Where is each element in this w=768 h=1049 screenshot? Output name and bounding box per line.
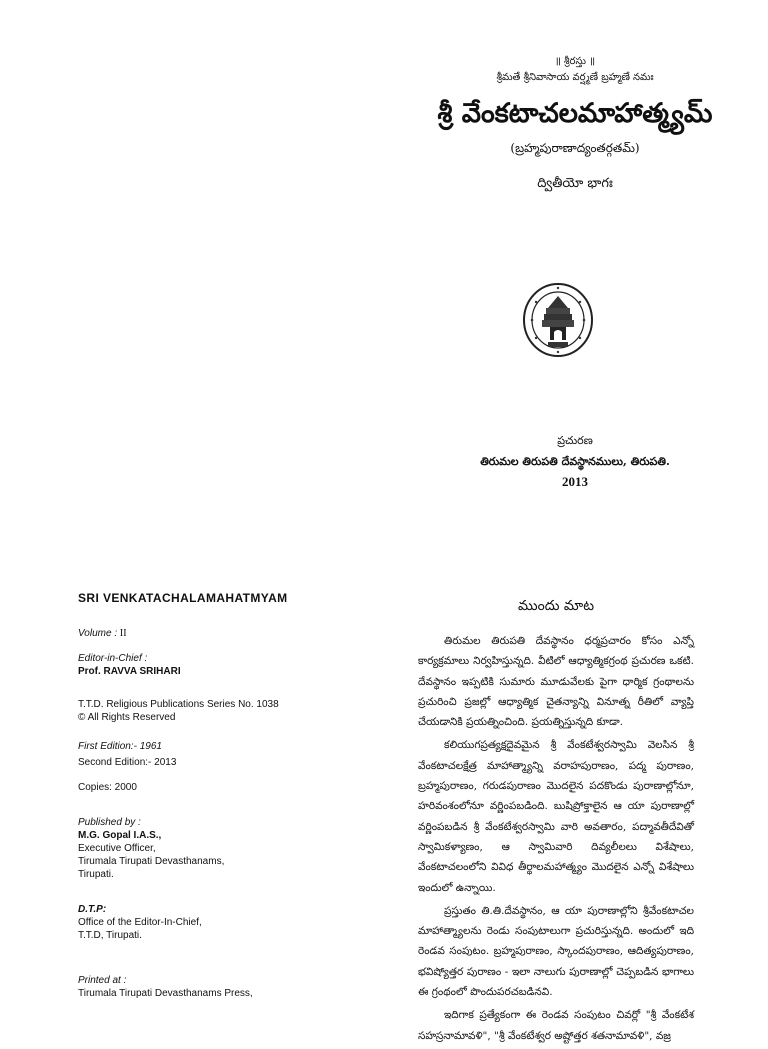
dtp-org: Office of the Editor-In-Chief, [78,917,202,928]
dtp-label: D.T.P: [78,904,107,915]
rights-line: © All Rights Reserved [78,712,176,723]
first-edition-label: First [78,741,98,752]
preface-title: ముందు మాట [517,598,595,614]
volume-line [78,627,378,640]
volume-value: II [119,628,127,639]
published-by-label: Published by : [78,817,141,828]
credits-column [78,592,378,1000]
printed-at-label: Printed at : [78,975,127,986]
book-title-english: SRI VENKATACHALAMAHATMYAM [78,591,288,605]
editor-label: Editor-in-Chief : [78,653,148,664]
title-block [400,55,750,194]
publication-label: ప్రచురణ [557,434,593,447]
second-edition-line: Second Edition:- 2013 [78,757,177,768]
publisher-city: Tirupati. [78,869,114,880]
publisher-org: Tirumala Tirupati Devasthanams, [78,856,225,867]
publisher-block [400,433,750,491]
preface-paragraph: ఇదిగాక ప్రత్యేకంగా ఈ రెండవ సంపుటం చివర్లో "శ్రీ వేంకటేశ సహస్రనామావళి", "శ్రీ వేంకటేశ్వర అష్టోత్తర శతనామావళి", వజ్ర [418,1009,694,1042]
ttd-emblem-icon [520,282,596,362]
volume-part: ద్వితీయో భాగః [537,176,613,191]
first-edition-value: Edition:- 1961 [100,741,162,752]
publisher-org-telugu: తిరుమల తిరుపతి దేవస్థానములు, తిరుపతి. [480,455,670,468]
publication-year: 2013 [562,474,588,489]
book-subtitle: (బ్రహ్మపురాణాద్యంతర్గతమ్) [510,141,640,155]
preface-paragraph: కలియుగప్రత్యక్షదైవమైన శ్రీ వేంకటేశ్వరస్వామి వెలసిన శ్రీ వేంకటాచలక్షేత్ర మాహాత్మ్యాన్ని వరాహపురాణం, పద్మ పురాణం, బ్రహ్మపురాణం, గరుడపురాణం మొదలైన పదకొండు పురాణాల్లోనూ, హరివంశంలోనూ వర్ణింపబడింది. బుషిప్రోక్తాలైన ఆ యా పురాణాల్లో వర్ణింపబడిన శ్రీ వేంకటేశ్వరస్వామి వారి అవతారం, పద్మావతీదేవితో స్వామికళ్యాణం, ఆ స్వామివారి దివ్యలీలలు విశేషాలు, వేంకటాచలంలోని వివిధ తీర్థాలమహాత్మ్యం మొదలైన ఎన్నో విశేషాలు ఇందులో ఉన్నాయి. [418,739,694,894]
preface-paragraph: తిరుమల తిరుపతి దేవస్థానం ధర్మప్రచారం కోసం ఎన్నో కార్యక్రమాలు నిర్వహిస్తున్నది. వీటిలో ఆధ్యాత్మికగ్రంథ ప్రచురణ ఒకటి. దేవస్థానం ఇప్పటికి సుమారు మూడువేలకు పైగా ధార్మిక గ్రంథాలను ప్రచురించి ప్రజల్లో ఆధ్యాత్మిక చైతన్యాన్ని వినూత్న రీతిలో వ్యాప్తి చేయడానికి ప్రయత్నించింది. ప్రయత్నిస్తున్నది కూడా. [418,635,694,729]
editor-name: Prof. RAVVA SRIHARI [78,666,181,677]
publisher-role: Executive Officer, [78,843,156,854]
copies-line: Copies: 2000 [78,782,137,793]
printed-at-value: Tirumala Tirupati Devasthanams Press, [78,988,253,999]
publisher-name: M.G. Gopal I.A.S., [78,830,162,841]
preface-section [418,598,694,1049]
dtp-city: T.T.D, Tirupati. [78,930,142,941]
preface-paragraph: ప్రస్తుతం తి.తి.దేవస్థానం, ఆ యా పురాణాల్లోని శ్రీవేంకటాచల మాహాత్మ్యాలను రెండు సంపుటాలుగా ప్రచురిస్తున్నది. అందులో ఇది రెండవ సంపుటం. బ్రహ్మపురాణం, స్కాందపురాణం, ఆదిత్యపురాణం, భవిష్యోత్తర పురాణం - ఇలా నాలుగు పురాణాల్లో చెప్పబడిన భాగాలు ఈ గ్రంథంలో పొందుపరచబడినవి. [418,904,694,999]
invocation-verse: శ్రీమతే శ్రీనివాసాయ వర్ష్మణే బ్రహ్మణే నమః [496,72,654,83]
series-line: T.T.D. Religious Publications Series No. 1038 [78,699,279,710]
volume-label: Volume : [78,628,118,639]
first-edition-line [78,740,378,753]
invocation-line: ॥ శ్రీరస్తు ॥ [554,56,596,67]
book-title-telugu: శ్రీ వేంకటాచలమాహాత్మ్యమ్ [437,98,713,129]
